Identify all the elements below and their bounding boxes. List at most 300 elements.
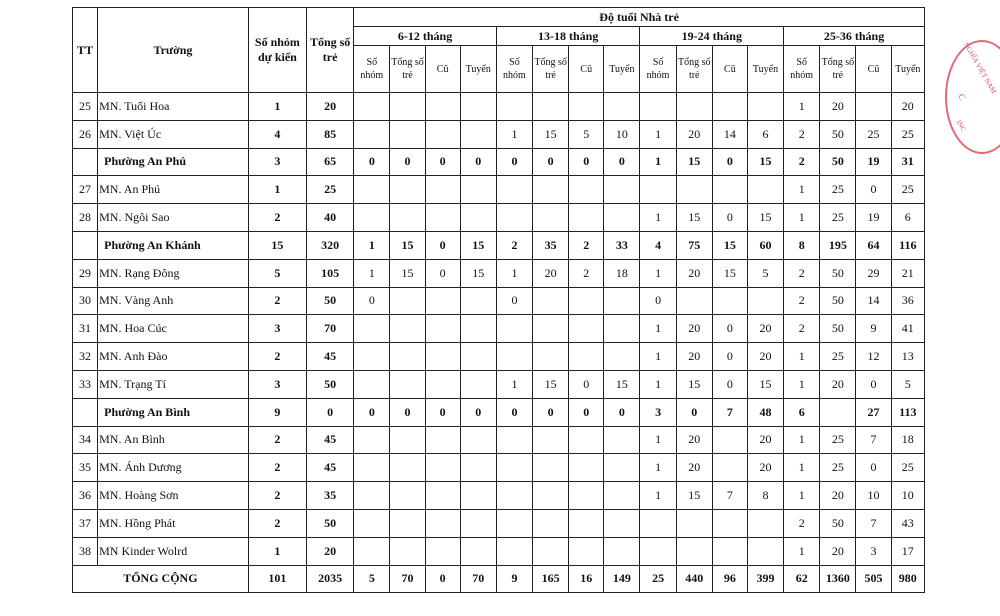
grand-total-row — [73, 565, 925, 593]
data-cell: 1 — [784, 454, 820, 482]
data-cell: 27 — [856, 398, 891, 426]
groups-planned-cell: 5 — [248, 259, 306, 287]
data-cell: 2 — [784, 148, 820, 176]
data-cell — [676, 176, 712, 204]
total-children-cell: 45 — [307, 426, 354, 454]
header-sub-groups: Số nhóm — [354, 46, 390, 93]
data-cell: 0 — [712, 343, 747, 371]
data-cell: 0 — [390, 398, 425, 426]
total-children-cell: 50 — [307, 370, 354, 398]
school-name: MN. Hoa Cúc — [98, 315, 249, 343]
total-children-cell: 45 — [307, 454, 354, 482]
data-cell — [856, 93, 891, 121]
data-cell: 96 — [712, 565, 747, 593]
data-cell: 0 — [856, 454, 891, 482]
groups-planned-cell: 2 — [248, 204, 306, 232]
data-cell — [533, 426, 569, 454]
data-cell: 0 — [569, 148, 604, 176]
data-cell: 33 — [604, 231, 640, 259]
data-cell — [569, 176, 604, 204]
row-number: 35 — [73, 454, 98, 482]
table-row — [73, 176, 925, 204]
data-cell — [496, 204, 532, 232]
data-cell: 48 — [747, 398, 783, 426]
data-cell — [533, 93, 569, 121]
data-cell: 1 — [640, 315, 676, 343]
table-row — [73, 204, 925, 232]
data-cell — [712, 537, 747, 565]
row-number: 34 — [73, 426, 98, 454]
data-cell — [425, 426, 460, 454]
data-cell: 25 — [856, 120, 891, 148]
school-name: MN Kinder Wolrd — [98, 537, 249, 565]
data-cell — [747, 537, 783, 565]
groups-planned-cell: 101 — [248, 565, 306, 593]
data-cell: 149 — [604, 565, 640, 593]
table-row — [73, 426, 925, 454]
data-cell: 21 — [891, 259, 924, 287]
data-cell: 36 — [891, 287, 924, 315]
data-cell — [390, 287, 425, 315]
data-cell — [425, 454, 460, 482]
data-cell — [604, 176, 640, 204]
data-cell: 70 — [390, 565, 425, 593]
data-cell: 20 — [820, 93, 856, 121]
data-cell: 64 — [856, 231, 891, 259]
data-cell — [604, 287, 640, 315]
header-band: 13-18 tháng — [496, 27, 640, 46]
school-name: MN. Trạng Tí — [98, 370, 249, 398]
school-name: MN. An Bình — [98, 426, 249, 454]
data-cell: 116 — [891, 231, 924, 259]
data-cell — [533, 454, 569, 482]
data-cell: 15 — [747, 148, 783, 176]
data-cell — [569, 537, 604, 565]
row-number: 30 — [73, 287, 98, 315]
row-number: 32 — [73, 343, 98, 371]
data-cell: 3 — [640, 398, 676, 426]
data-cell — [747, 93, 783, 121]
row-number: 29 — [73, 259, 98, 287]
data-cell — [390, 315, 425, 343]
data-cell — [604, 482, 640, 510]
data-cell: 1 — [640, 426, 676, 454]
data-cell — [569, 482, 604, 510]
data-cell: 1 — [640, 204, 676, 232]
groups-planned-cell: 2 — [248, 509, 306, 537]
data-cell — [425, 176, 460, 204]
data-cell — [390, 343, 425, 371]
data-cell: 43 — [891, 509, 924, 537]
total-children-cell: 320 — [307, 231, 354, 259]
data-cell — [569, 426, 604, 454]
data-cell: 1 — [640, 370, 676, 398]
data-cell: 15 — [747, 370, 783, 398]
data-cell: 1 — [784, 370, 820, 398]
data-cell: 1 — [640, 259, 676, 287]
header-sub-old: Cũ — [856, 46, 891, 93]
data-cell: 505 — [856, 565, 891, 593]
data-cell: 0 — [604, 148, 640, 176]
data-cell — [569, 287, 604, 315]
data-cell — [569, 343, 604, 371]
data-cell — [496, 482, 532, 510]
seal-text: INC — [954, 118, 968, 134]
table-row — [73, 259, 925, 287]
data-cell — [533, 287, 569, 315]
school-name: MN. Việt Úc — [98, 120, 249, 148]
data-cell: 1 — [784, 343, 820, 371]
table-row — [73, 482, 925, 510]
header-band: 25-36 tháng — [784, 27, 925, 46]
data-cell — [354, 370, 390, 398]
school-name: MN. An Phú — [98, 176, 249, 204]
data-cell: 0 — [856, 370, 891, 398]
data-cell: 980 — [891, 565, 924, 593]
data-cell — [569, 93, 604, 121]
ward-subtotal-row — [73, 148, 925, 176]
data-cell: 20 — [676, 343, 712, 371]
data-cell — [604, 315, 640, 343]
data-cell: 2 — [569, 259, 604, 287]
data-cell — [820, 398, 856, 426]
data-cell — [460, 343, 496, 371]
total-children-cell: 0 — [307, 398, 354, 426]
data-cell — [496, 426, 532, 454]
data-cell: 20 — [676, 120, 712, 148]
data-cell — [390, 93, 425, 121]
data-cell — [390, 120, 425, 148]
header-school: Trường — [98, 8, 249, 93]
data-cell — [604, 454, 640, 482]
data-cell: 5 — [354, 565, 390, 593]
data-cell: 2 — [784, 287, 820, 315]
data-cell — [604, 509, 640, 537]
data-cell: 15 — [460, 259, 496, 287]
groups-planned-cell: 1 — [248, 176, 306, 204]
data-cell: 15 — [533, 370, 569, 398]
header-tt: TT — [73, 8, 98, 93]
data-cell: 2 — [784, 509, 820, 537]
total-children-cell: 25 — [307, 176, 354, 204]
data-cell — [676, 93, 712, 121]
data-cell — [460, 370, 496, 398]
data-cell: 20 — [747, 426, 783, 454]
data-cell: 6 — [747, 120, 783, 148]
data-cell: 20 — [533, 259, 569, 287]
data-cell: 2 — [784, 120, 820, 148]
data-cell — [425, 343, 460, 371]
data-cell: 20 — [747, 343, 783, 371]
data-cell: 0 — [425, 259, 460, 287]
row-number: 37 — [73, 509, 98, 537]
data-cell — [460, 204, 496, 232]
data-cell: 0 — [496, 398, 532, 426]
data-cell: 13 — [891, 343, 924, 371]
data-cell: 1 — [496, 259, 532, 287]
data-cell: 0 — [425, 148, 460, 176]
table-row — [73, 343, 925, 371]
data-cell: 1 — [640, 120, 676, 148]
data-cell — [676, 509, 712, 537]
school-name: MN. Hoàng Sơn — [98, 482, 249, 510]
data-cell — [425, 370, 460, 398]
data-cell: 0 — [712, 370, 747, 398]
data-cell — [460, 454, 496, 482]
data-cell: 2 — [569, 231, 604, 259]
groups-planned-cell: 4 — [248, 120, 306, 148]
data-cell: 25 — [820, 454, 856, 482]
data-cell — [533, 204, 569, 232]
data-cell: 29 — [856, 259, 891, 287]
total-children-cell: 40 — [307, 204, 354, 232]
data-cell: 20 — [676, 454, 712, 482]
data-cell: 20 — [676, 426, 712, 454]
data-cell: 19 — [856, 148, 891, 176]
data-cell: 0 — [533, 148, 569, 176]
data-cell: 15 — [460, 231, 496, 259]
data-cell: 15 — [390, 231, 425, 259]
data-cell: 0 — [496, 148, 532, 176]
data-cell — [425, 537, 460, 565]
data-cell: 7 — [712, 482, 747, 510]
data-cell: 20 — [820, 370, 856, 398]
row-number: 25 — [73, 93, 98, 121]
table-row — [73, 370, 925, 398]
groups-planned-cell: 15 — [248, 231, 306, 259]
data-cell — [747, 509, 783, 537]
seal-text: C — [956, 91, 968, 103]
groups-planned-cell: 3 — [248, 315, 306, 343]
data-cell: 5 — [569, 120, 604, 148]
data-cell: 0 — [425, 231, 460, 259]
ward-name: Phường An Bình — [98, 398, 249, 426]
data-cell: 0 — [676, 398, 712, 426]
data-cell — [390, 176, 425, 204]
data-cell — [425, 120, 460, 148]
data-cell — [390, 482, 425, 510]
data-cell — [460, 315, 496, 343]
data-cell: 0 — [425, 398, 460, 426]
data-cell — [712, 176, 747, 204]
enrollment-table — [72, 7, 925, 593]
groups-planned-cell: 9 — [248, 398, 306, 426]
data-cell — [460, 426, 496, 454]
data-cell — [354, 454, 390, 482]
data-cell: 165 — [533, 565, 569, 593]
data-cell — [712, 287, 747, 315]
header-sub-new: Tuyển — [460, 46, 496, 93]
data-cell: 0 — [390, 148, 425, 176]
data-cell: 1 — [354, 259, 390, 287]
total-children-cell: 2035 — [307, 565, 354, 593]
data-cell — [533, 315, 569, 343]
data-cell: 3 — [856, 537, 891, 565]
school-name: MN. Rạng Đông — [98, 259, 249, 287]
header-sub-total: Tổng số trẻ — [390, 46, 425, 93]
data-cell: 25 — [640, 565, 676, 593]
data-cell — [354, 426, 390, 454]
data-cell: 20 — [747, 454, 783, 482]
school-name: MN. Vàng Anh — [98, 287, 249, 315]
data-cell: 15 — [604, 370, 640, 398]
row-number — [73, 398, 98, 426]
data-cell: 25 — [891, 176, 924, 204]
data-cell: 20 — [820, 482, 856, 510]
data-cell — [425, 204, 460, 232]
data-cell: 50 — [820, 509, 856, 537]
header-sub-total: Tổng số trẻ — [820, 46, 856, 93]
data-cell: 20 — [747, 315, 783, 343]
data-cell: 12 — [856, 343, 891, 371]
data-cell: 20 — [676, 315, 712, 343]
data-cell — [460, 537, 496, 565]
header-total-children: Tổng số trẻ — [307, 8, 354, 93]
data-cell — [354, 176, 390, 204]
data-cell: 62 — [784, 565, 820, 593]
school-name: MN. Ngôi Sao — [98, 204, 249, 232]
table-row — [73, 287, 925, 315]
data-cell: 10 — [891, 482, 924, 510]
data-cell: 25 — [820, 426, 856, 454]
data-cell — [712, 426, 747, 454]
total-children-cell: 20 — [307, 93, 354, 121]
data-cell: 50 — [820, 287, 856, 315]
data-cell: 195 — [820, 231, 856, 259]
groups-planned-cell: 2 — [248, 287, 306, 315]
data-cell — [640, 537, 676, 565]
header-sub-old: Cũ — [712, 46, 747, 93]
official-seal — [945, 40, 1000, 154]
data-cell: 0 — [712, 204, 747, 232]
header-sub-new: Tuyển — [747, 46, 783, 93]
data-cell: 6 — [784, 398, 820, 426]
data-cell: 440 — [676, 565, 712, 593]
data-cell — [604, 426, 640, 454]
total-children-cell: 105 — [307, 259, 354, 287]
data-cell: 5 — [747, 259, 783, 287]
data-cell: 15 — [676, 204, 712, 232]
data-cell — [604, 537, 640, 565]
data-cell — [425, 482, 460, 510]
data-cell: 8 — [784, 231, 820, 259]
ward-name: Phường An Khánh — [98, 231, 249, 259]
header-sub-total: Tổng số trẻ — [676, 46, 712, 93]
data-cell — [354, 343, 390, 371]
data-cell: 20 — [820, 537, 856, 565]
data-cell: 15 — [676, 370, 712, 398]
header-sub-new: Tuyển — [604, 46, 640, 93]
data-cell — [496, 509, 532, 537]
total-children-cell: 45 — [307, 343, 354, 371]
data-cell: 1360 — [820, 565, 856, 593]
row-number: 36 — [73, 482, 98, 510]
groups-planned-cell: 2 — [248, 426, 306, 454]
data-cell — [496, 93, 532, 121]
row-number — [73, 231, 98, 259]
table-row — [73, 509, 925, 537]
total-children-cell: 20 — [307, 537, 354, 565]
data-cell: 75 — [676, 231, 712, 259]
header-sub-new: Tuyển — [891, 46, 924, 93]
data-cell — [460, 287, 496, 315]
data-cell — [460, 482, 496, 510]
groups-planned-cell: 2 — [248, 343, 306, 371]
data-cell: 1 — [496, 120, 532, 148]
groups-planned-cell: 1 — [248, 93, 306, 121]
data-cell: 2 — [784, 259, 820, 287]
school-name: MN. Ánh Dương — [98, 454, 249, 482]
data-cell — [496, 454, 532, 482]
data-cell: 14 — [856, 287, 891, 315]
data-cell — [569, 315, 604, 343]
data-cell: 0 — [640, 287, 676, 315]
data-cell: 15 — [712, 231, 747, 259]
data-cell: 70 — [460, 565, 496, 593]
data-cell: 1 — [784, 204, 820, 232]
data-cell — [569, 509, 604, 537]
data-cell — [496, 315, 532, 343]
data-cell: 1 — [496, 370, 532, 398]
row-number: 27 — [73, 176, 98, 204]
header-sub-total: Tổng số trẻ — [533, 46, 569, 93]
data-cell — [712, 454, 747, 482]
data-cell — [569, 204, 604, 232]
data-cell: 15 — [747, 204, 783, 232]
data-cell — [354, 482, 390, 510]
school-name: MN. Tuổi Hoa — [98, 93, 249, 121]
data-cell: 1 — [640, 343, 676, 371]
header-sub-groups: Số nhóm — [496, 46, 532, 93]
data-cell: 0 — [425, 565, 460, 593]
data-cell — [712, 93, 747, 121]
row-number: 26 — [73, 120, 98, 148]
ward-name: Phường An Phú — [98, 148, 249, 176]
data-cell: 25 — [820, 343, 856, 371]
groups-planned-cell: 1 — [248, 537, 306, 565]
table-row — [73, 120, 925, 148]
row-number: 33 — [73, 370, 98, 398]
data-cell: 0 — [354, 287, 390, 315]
data-cell: 20 — [676, 259, 712, 287]
data-cell — [496, 537, 532, 565]
data-cell: 7 — [856, 509, 891, 537]
data-cell: 0 — [354, 148, 390, 176]
data-cell: 25 — [820, 176, 856, 204]
data-cell — [354, 537, 390, 565]
header-sub-groups: Số nhóm — [640, 46, 676, 93]
data-cell: 25 — [891, 454, 924, 482]
total-children-cell: 50 — [307, 287, 354, 315]
school-name: MN. Anh Đào — [98, 343, 249, 371]
ward-subtotal-row — [73, 398, 925, 426]
data-cell — [390, 426, 425, 454]
table-row — [73, 93, 925, 121]
data-cell — [460, 509, 496, 537]
groups-planned-cell: 3 — [248, 148, 306, 176]
data-cell: 17 — [891, 537, 924, 565]
data-cell — [425, 287, 460, 315]
data-cell: 20 — [891, 93, 924, 121]
data-cell — [390, 509, 425, 537]
data-cell: 0 — [496, 287, 532, 315]
header-groups-planned: Số nhóm dự kiến — [248, 8, 306, 93]
data-cell: 399 — [747, 565, 783, 593]
data-cell — [712, 509, 747, 537]
data-cell — [354, 315, 390, 343]
data-cell: 10 — [604, 120, 640, 148]
data-cell: 8 — [747, 482, 783, 510]
